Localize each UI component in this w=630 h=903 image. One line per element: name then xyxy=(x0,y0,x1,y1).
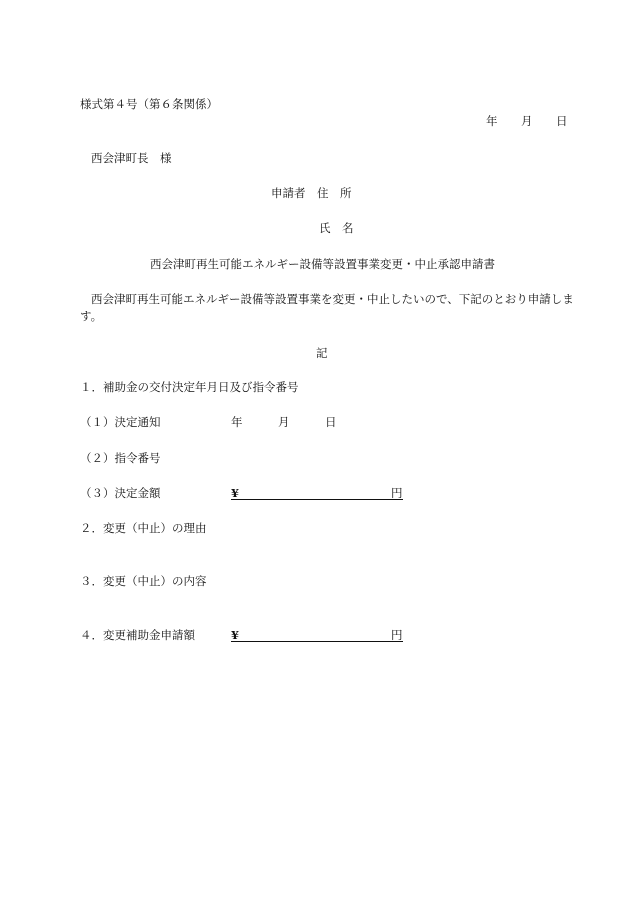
item1-3-amount-underline xyxy=(231,499,403,500)
item4-yen-symbol: ¥ xyxy=(231,628,240,642)
item1-1-label: （１）決定通知 xyxy=(80,415,161,429)
item1-1-year: 年 xyxy=(231,415,243,429)
addressee: 西会津町長 様 xyxy=(91,151,172,165)
item4-label: ４．変更補助金申請額 xyxy=(80,628,195,642)
body-text: 西会津町再生可能エネルギー設備等設置事業を変更・中止したいので、下記のとおり申請します。 xyxy=(80,292,574,323)
item4-yen-unit: 円 xyxy=(391,628,403,642)
item1-3-label: （３）決定金額 xyxy=(80,486,161,500)
document-title: 西会津町再生可能エネルギー設備等設置事業変更・中止承認申請書 xyxy=(150,257,495,271)
form-number: 様式第４号（第６条関係） xyxy=(80,97,218,111)
item1-1-day: 日 xyxy=(325,415,337,429)
item1-3-yen-unit: 円 xyxy=(391,486,403,500)
item2-heading: ２．変更（中止）の理由 xyxy=(80,521,207,535)
item1-2-label: （２）指令番号 xyxy=(80,451,161,465)
item3-heading: ３．変更（中止）の内容 xyxy=(80,574,207,588)
applicant-name-label: 氏 名 xyxy=(319,221,354,235)
date-day-label: 日 xyxy=(556,114,568,128)
item1-3-yen-symbol: ¥ xyxy=(231,486,240,500)
date-year-label: 年 xyxy=(486,114,498,128)
ki-heading: 記 xyxy=(316,346,328,360)
item1-heading: １．補助金の交付決定年月日及び指令番号 xyxy=(80,380,299,394)
item4-amount-underline xyxy=(231,641,403,642)
item1-1-month: 月 xyxy=(278,415,290,429)
applicant-address-label: 申請者 住 所 xyxy=(271,186,352,200)
date-month-label: 月 xyxy=(521,114,533,128)
